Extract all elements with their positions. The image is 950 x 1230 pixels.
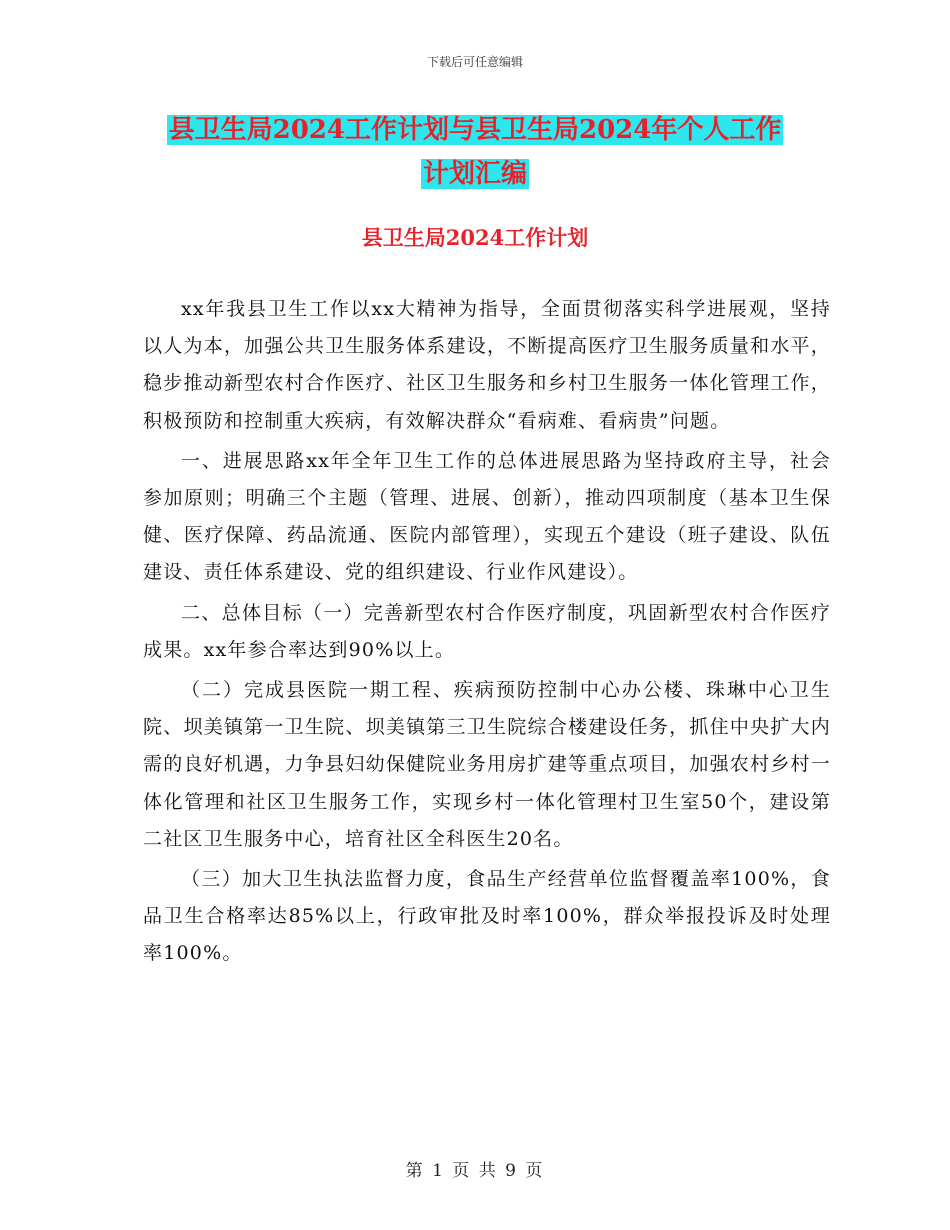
section-title: 县卫生局2024工作计划 <box>361 225 589 250</box>
page-footer-number: 第 1 页 共 9 页 <box>405 1161 545 1181</box>
paragraph-overall-goal-1: 二、总体目标（一）完善新型农村合作医疗制度，巩固新型农村合作医疗成果。xx年参合率达到90%以上。 <box>143 601 831 661</box>
paragraph-overall-goal-3: （三）加大卫生执法监督力度，食品生产经营单位监督覆盖率100%，食品卫生合格率达85%以上，行政审批及时率100%，群众举报投诉及时处理率100%。 <box>143 868 831 965</box>
document-title-line-2: 计划汇编 <box>422 159 527 189</box>
paragraph-development-ideas: 一、进展思路xx年全年卫生工作的总体进展思路为坚持政府主导，社会参加原则；明确三个主题（管理、进展、创新），推动四项制度（基本卫生保健、医疗保障、药品流通、医院内部管理），实现五个建设（班子建设、队伍建设、责任体系建设、党的组织建设、行业作风建设）。 <box>143 449 831 584</box>
document-body <box>143 291 831 976</box>
document-title-line-1: 县卫生局2024工作计划与县卫生局2024年个人工作 <box>168 115 782 145</box>
document-title <box>140 108 810 196</box>
paragraph-overall-goal-2: （二）完成县医院一期工程、疾病预防控制中心办公楼、珠琳中心卫生院、坝美镇第一卫生院、坝美镇第三卫生院综合楼建设任务，抓住中央扩大内需的良好机遇，力争县妇幼保健院业务用房扩建等重点项目，加强农村乡村一体化管理和社区卫生服务工作，实现乡村一体化管理村卫生室50个，建设第二社区卫生服务中心，培育社区全科医生20名。 <box>143 679 831 850</box>
page-header-note: 下载后可任意编辑 <box>426 55 523 69</box>
paragraph-intro: xx年我县卫生工作以xx大精神为指导，全面贯彻落实科学进展观，坚持以人为本，加强公共卫生服务体系建设，不断提高医疗卫生服务质量和水平，稳步推动新型农村合作医疗、社区卫生服务和乡村卫生服务一体化管理工作，积极预防和控制重大疾病，有效解决群众“看病难、看病贵”问题。 <box>143 298 831 432</box>
